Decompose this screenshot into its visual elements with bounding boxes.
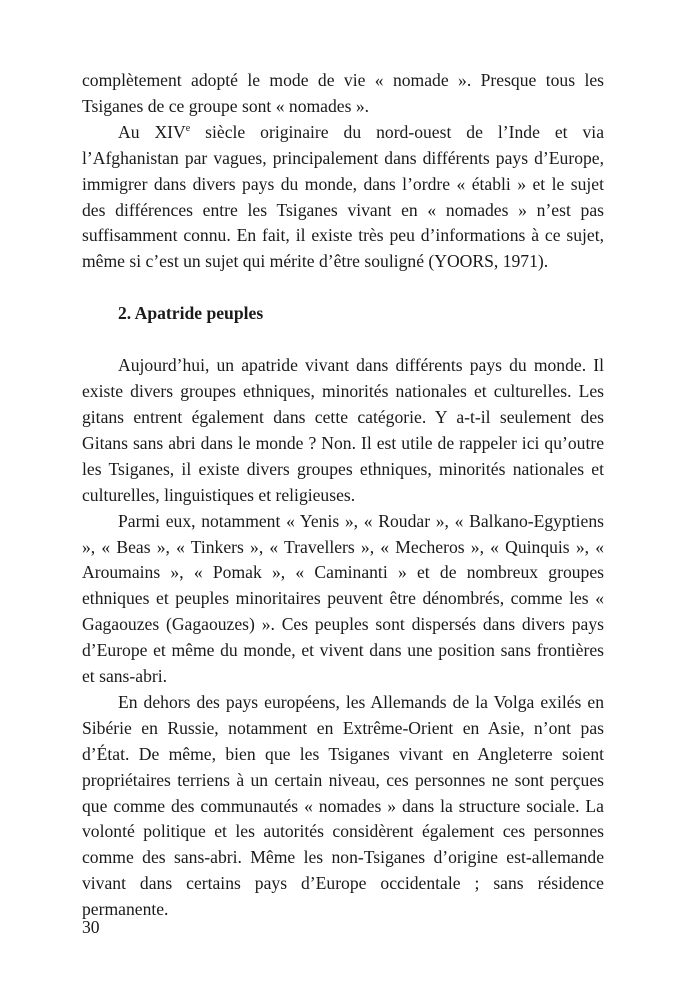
paragraph-outside-europe: En dehors des pays européens, les Allemands de la Volga exilés en Sibérie en Russie, notamment en Extrême-Orient en Asie, n’ont pas d’État. De même, bien que les Tsiganes vivant en Angleterre soient propriétaires terriens à un certain niveau, ces personnes ne sont perçues que comme des communautés « nomades » dans la structure sociale. La volonté politique et les autorités considèrent également ces personnes comme des sans-abri. Même les non-Tsiganes d’origine est-allemande vivant dans certains pays d’Europe occidentale ; sans résidence permanente. xyxy=(82,691,604,920)
paragraph-origin xyxy=(82,120,604,275)
century-superscript: e xyxy=(185,122,191,134)
paragraph-groups: Parmi eux, notamment « Yenis », « Roudar », « Balkano-Egyptiens », « Beas », « Tinkers », « Travellers », « Mecheros », « Quinquis », « Aroumains », « Pomak », « Caminanti » et de nombreux groupes ethniques et peuples minoritaires peuvent être dénombrés, comme les « Gagaouzes (Gagaouzes) ». Ces peuples sont dispersés dans divers pays d’Europe et même du monde, et vivent dans une position sans frontières et sans-abri. xyxy=(82,510,604,687)
paragraph-stateless: Aujourd’hui, un apatride vivant dans différents pays du monde. Il existe divers groupes ethniques, minorités nationales et culturelles. Les gitans entrent également dans cette catégorie. Y a-t-il seulement des Gitans sans abri dans le monde ? Non. Il est utile de rappeler ici qu’outre les Tsiganes, il existe divers groupes ethniques, minorités nationales et culturelles, linguistiques et religieuses. xyxy=(82,355,604,505)
paragraph-origin-rest: siècle originaire du nord-ouest de l’Inde et via l’Afghanistan par vagues, principalement dans différents pays d’Europe, immigrer dans divers pays du monde, dans l’ordre « établi » et le sujet des différences entre les Tsiganes vivant en « nomades » n’est pas suffisamment connu. En fait, il existe très peu d’informations à ce sujet, même si c’est un sujet qui mérite d’être souligné (YOORS, 1971). xyxy=(82,121,605,272)
page-number: 30 xyxy=(82,917,100,937)
paragraph-origin-start: Au XIV xyxy=(118,121,186,142)
section-heading: 2. Apatride peuples xyxy=(118,303,264,324)
paragraph-continuation: complètement adopté le mode de vie « nomade ». Presque tous les Tsiganes de ce groupe sont « nomades ». xyxy=(82,70,604,116)
page-body xyxy=(82,68,604,923)
